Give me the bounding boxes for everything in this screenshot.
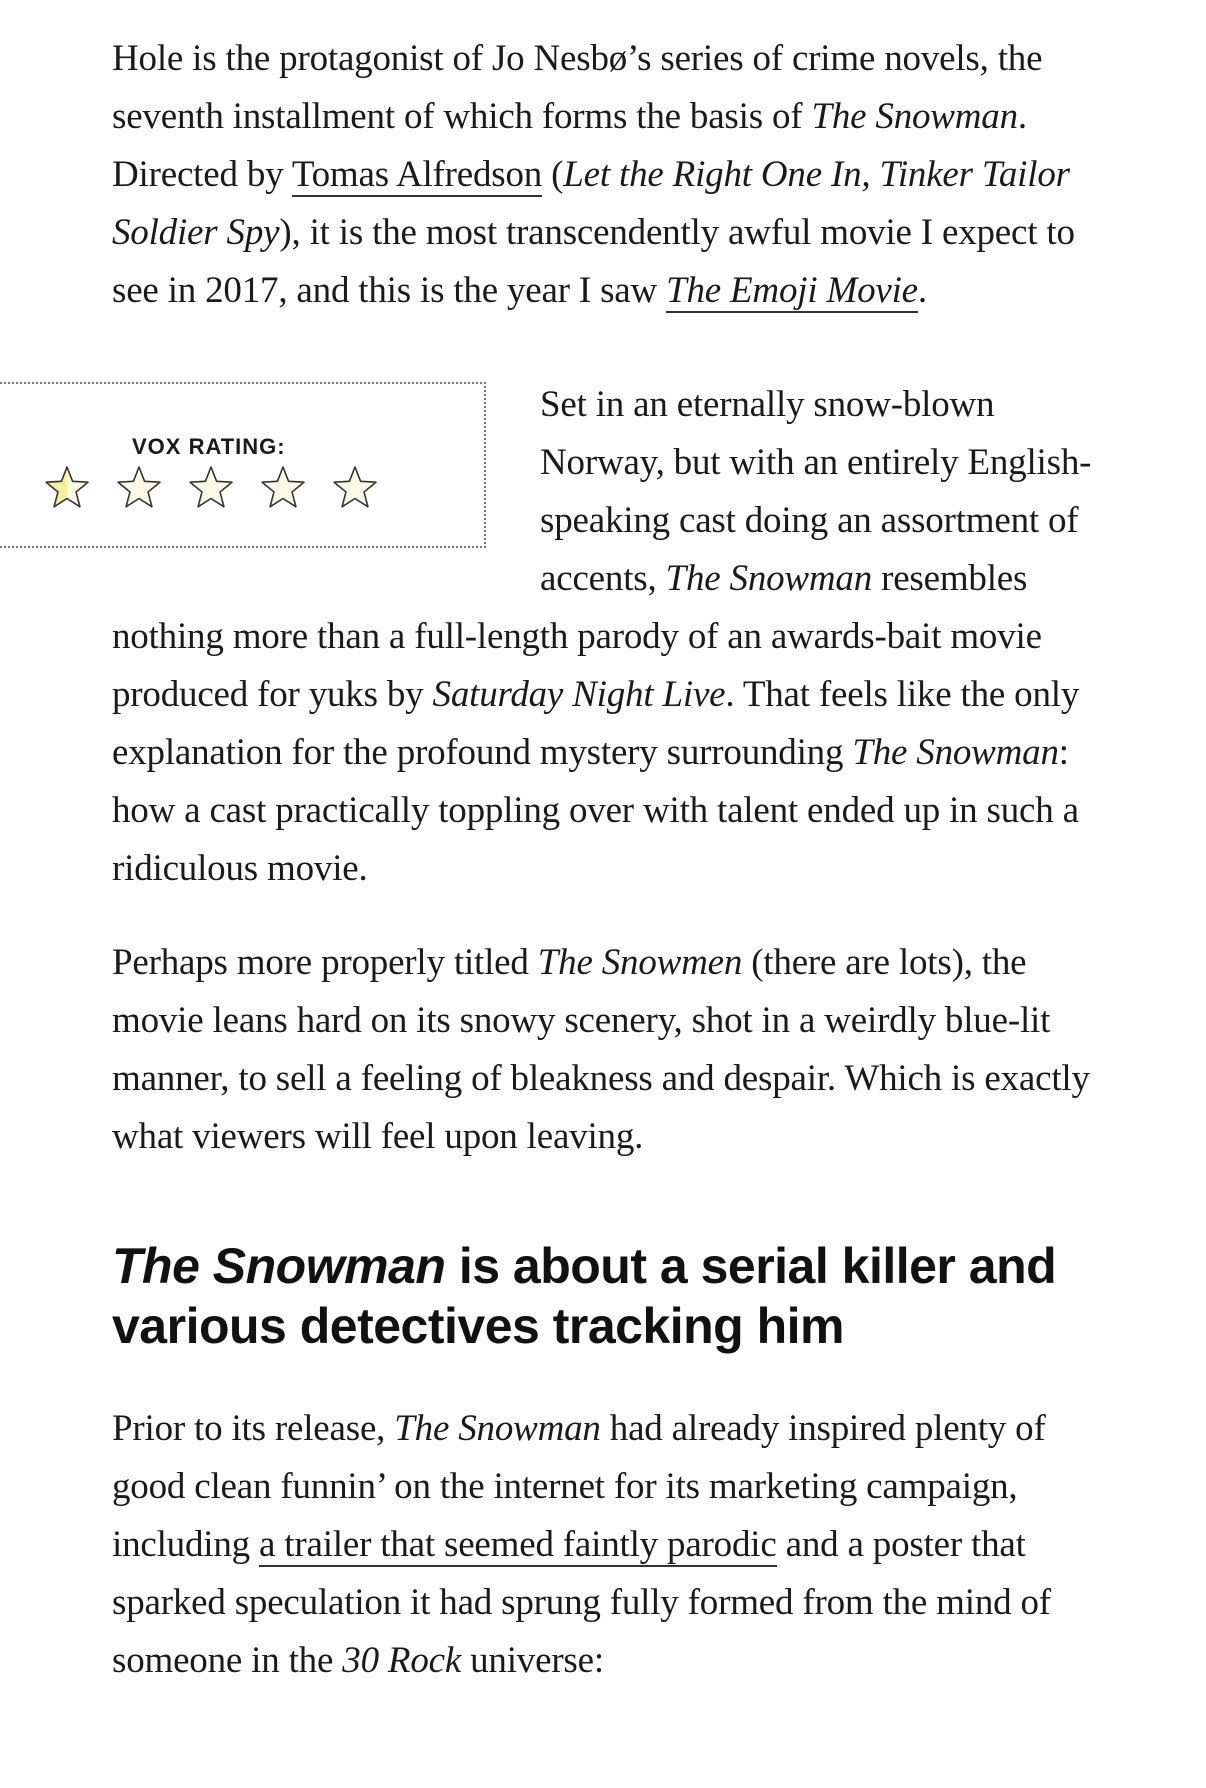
rating-stars — [42, 462, 380, 512]
italic-title: The Snowman — [811, 96, 1018, 137]
paragraph-marketing — [112, 1400, 1122, 1690]
paragraph-snowmen — [112, 934, 1122, 1166]
text-span: resembles nothing more than a full-length parody of an awards-bait movie produced for yuks by — [112, 558, 1042, 715]
star-icon — [186, 462, 236, 512]
italic-title: The Snowman — [665, 558, 873, 599]
text-span: ), it is the most transcendently awful movie I expect to see in 2017, and this is the year I saw — [112, 212, 1075, 311]
heading-italic: The Snowman — [112, 1238, 446, 1294]
rating-box — [0, 382, 486, 548]
article-body — [112, 30, 1122, 1690]
italic-title: The Snowmen — [537, 942, 743, 983]
section-heading — [112, 1236, 1122, 1356]
emoji-movie-link[interactable] — [666, 270, 918, 313]
star-icon — [42, 462, 92, 512]
text-span: universe: — [461, 1640, 604, 1681]
text-span: and a poster that sparked speculation it had sprung fully formed from the mind of someone in the — [112, 1524, 1051, 1681]
italic-title: Saturday Night Live — [432, 674, 726, 715]
text-span: ( — [542, 154, 564, 195]
rating-label: VOX RATING: — [132, 434, 286, 459]
italic-title: The Snowman — [852, 732, 1059, 773]
italic-title: 30 Rock — [342, 1640, 462, 1681]
text-span: (there are lots), the movie leans hard on its snowy scenery, shot in a weirdly blue-lit manner, to sell a feeling of bleakness and despair. Which is exactly what viewers will feel upon leaving. — [112, 942, 1090, 1157]
star-icon — [330, 462, 380, 512]
star-icon — [114, 462, 164, 512]
link-text: The Emoji Movie — [666, 270, 918, 311]
italic-title: The Snowman — [394, 1408, 601, 1449]
trailer-link[interactable]: a trailer that seemed faintly parodic — [259, 1524, 777, 1565]
paragraph-intro — [112, 30, 1122, 320]
heading-text: is about a serial killer and various detectives tracking him — [112, 1238, 1057, 1354]
text-span: Hole is the protagonist of Jo Nesbø’s series of crime novels, the seventh installment of which forms the basis of — [112, 38, 1043, 137]
text-span: : how a cast practically toppling over with talent ended up in such a ridiculous movie. — [112, 732, 1079, 889]
text-span: . — [917, 270, 927, 311]
paragraph-rating-wrap — [112, 376, 1122, 898]
text-span: Prior to its release, — [112, 1408, 395, 1449]
text-span: . Directed by — [112, 96, 1027, 195]
italic-title: Let the Right One In, Tinker Tailor Soldier Spy — [112, 154, 1070, 253]
text-span: Set in an eternally snow-blown Norway, but with an entirely English-speaking cast doing an assortment of accents, — [540, 384, 1092, 599]
text-span: . That feels like the only explanation for the profound mystery surrounding — [112, 674, 1080, 773]
text-span: had already inspired plenty of good clean funnin’ on the internet for its marketing campaign, including — [112, 1408, 1046, 1565]
director-link[interactable]: Tomas Alfredson — [291, 154, 543, 195]
star-icon — [258, 462, 308, 512]
text-span: Perhaps more properly titled — [112, 942, 538, 983]
